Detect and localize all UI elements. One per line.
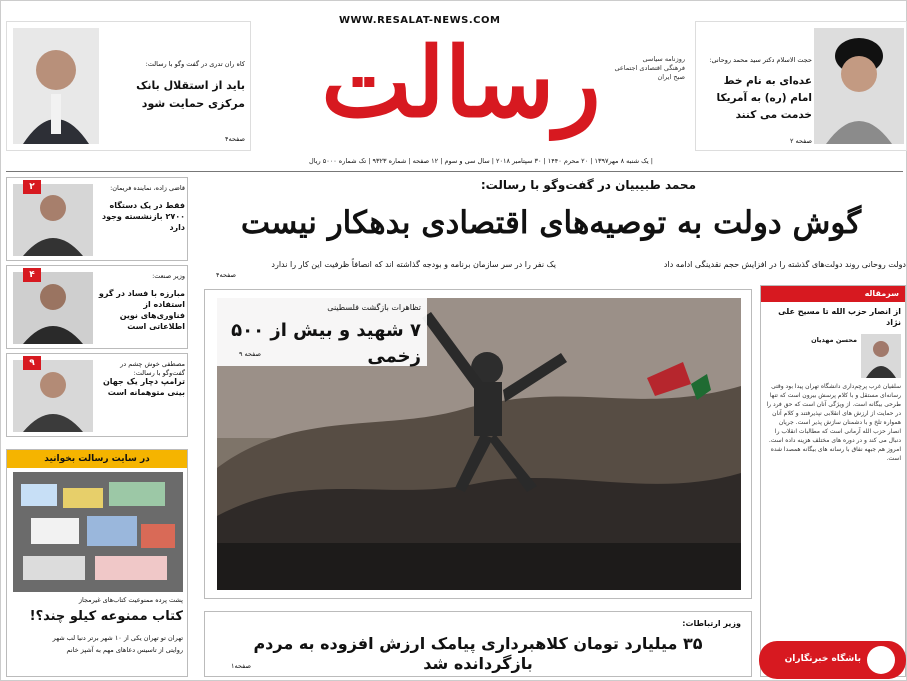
sidebar-headline: مبارزه با فساد در گرو استفاده از فناوری‌های نوین اطلاعاتی است (98, 289, 185, 331)
lead-kicker: محمد طبیبیان در گفت‌وگو با رسالت: (480, 178, 696, 192)
books-photo (13, 472, 183, 592)
editorial-header: سرمقاله (761, 286, 905, 302)
teaser-kicker: کاه ران تدری در گفت وگو با رسالت: (145, 60, 245, 68)
lead-bullet-right: دولت روحانی روند دولت‌های گذشته را در افزایش حجم نقدینگی ادامه داد (663, 260, 906, 269)
bottom-page: صفحه۱ (231, 662, 251, 670)
read-kicker: پشت پرده ممنوعیت کتاب‌های غیرمجاز (78, 596, 183, 604)
bottom-headline: ۳۵ میلیارد تومان کلاهبرداری پیامک ارزش افزوده به مردم بازگردانده شد (253, 634, 703, 673)
news-club-label: باشگاه خبرنگاران (784, 654, 861, 664)
lead-bullet-left: یک نفر را در سر سازمان برنامه و بودجه گذاشته اند که انصافاً ظرفیت این کار را ندارد (271, 260, 556, 269)
top-left-teaser[interactable] (6, 21, 251, 151)
sidebar-photo (13, 184, 93, 256)
site-url[interactable]: WWW.RESALAT-NEWS.COM (339, 15, 501, 26)
sidebar-headline: ترامپ دچار یک جهان بینی متوهمانه است (102, 377, 185, 397)
read-on-site-box[interactable] (6, 449, 188, 677)
page-number-badge: ۹ (23, 356, 41, 370)
tagline-1: روزنامه سیاسی (642, 55, 685, 63)
editorial-author: محسن مهدیان (811, 336, 857, 344)
teaser-page: صفحه ۲ (789, 137, 812, 145)
tagline-3: صبح ایران (657, 73, 685, 81)
photo-page: صفحه ۹ (238, 350, 261, 358)
sidebar-photo (13, 360, 93, 432)
read-on-site-header: در سایت رسالت بخوانید (7, 450, 187, 468)
photo-kicker: تظاهرات بازگشت فلسطینی (327, 303, 421, 312)
lead-story[interactable] (196, 177, 906, 285)
sidebar-kicker: وزیر صنعت: (152, 272, 185, 280)
read-bullet-1: تهران تو تهران یکی از ۱۰ شهر برتر دنیا لب شهر (52, 634, 183, 642)
sidebar-headline: فقط در یک دستگاه ۲۷۰۰ بازنشسته وجود دارد (102, 201, 185, 232)
sidebar-kicker: قاضی زاده، نماینده فریمان: (110, 184, 185, 192)
teaser-kicker: حجت الاسلام دکتر سید محمد روحانی: (709, 56, 812, 64)
editorial-headline: از انصار حزب الله تا مسیح علی نژاد (778, 307, 901, 327)
teaser-headline: عده‌ای به نام خط امام (ره) به آمریکا خدمت می کنند (716, 75, 812, 121)
teaser-photo (814, 28, 904, 144)
books-image-icon (13, 472, 183, 592)
read-bullet-2: روایتی از تاسیس دعاهای مهم به آشپز خانم (66, 646, 183, 654)
lead-headline: گوش دولت به توصیه‌های اقتصادی بدهکار نیست (240, 205, 862, 241)
sidebar-stories (6, 177, 188, 447)
author-photo (861, 334, 901, 378)
read-headline: کتاب ممنوعه کیلو چند؟! (29, 609, 183, 624)
person-silhouette-icon (13, 28, 99, 144)
bottom-kicker: وزیر ارتباطات: (682, 619, 741, 628)
news-club-badge[interactable] (759, 641, 906, 679)
teaser-photo (13, 28, 99, 144)
news-club-icon (867, 646, 895, 674)
header-divider (6, 171, 903, 172)
page-number-badge: ۲ (23, 180, 41, 194)
person-silhouette-icon (13, 272, 93, 344)
photo-story[interactable] (204, 289, 752, 599)
person-silhouette-icon (814, 28, 904, 144)
editorial-column[interactable] (760, 285, 906, 677)
lead-page: صفحه۴ (216, 271, 236, 279)
dateline: | یک شنبه ۸ مهر۱۳۹۷ | ۲۰ محرم ۱۴۴۰ | ۳۰ سپتامبر ۲۰۱۸ | سال سی و سوم | ۱۲ صفحه | شماره ۹۳۲۳ | تک شماره ۵۰۰۰ ریال (309, 157, 653, 165)
sidebar-story[interactable] (6, 265, 188, 349)
teaser-headline: باید از استقلال بانک مرکزی حمایت شود (136, 79, 245, 110)
person-silhouette-icon (861, 334, 901, 378)
sidebar-story[interactable] (6, 177, 188, 261)
newspaper-logo: رسالت (321, 26, 601, 139)
sidebar-story[interactable] (6, 353, 188, 437)
top-right-teaser[interactable] (695, 21, 907, 151)
photo-caption-box (217, 298, 427, 366)
editorial-body: سلفیان غرب پرچم‌داری دانشگاه تهران پیدا بود وقتی رسانه‌ای مستقل و با کلام پرسش بیرون است که تنها طرحی بیگانه است. از ویژگی آنان است که حق فرد را در حمایت از ارزش های انقلابی نپذیرفتند و کلام آنان همواره تلخ و با دشمنان سازش پذیر است. جریان انصار حزب الله آرمانی است که مطالبات انقلاب را دنبال می کند و در دوره های مختلف هزینه داده است. امروز هم جبهه نفاق با رسانه های بیگانه همصدا شده است. (766, 383, 901, 462)
tagline-2: فرهنگی اقتصادی اجتماعی (614, 64, 685, 72)
bottom-story[interactable] (204, 611, 752, 677)
page-number-badge: ۴ (23, 268, 41, 282)
person-silhouette-icon (13, 360, 93, 432)
teaser-page: صفحه۴ (225, 135, 245, 143)
sidebar-photo (13, 272, 93, 344)
sidebar-kicker: مصطفی خوش چشم در گفت‌وگو با رسالت: (120, 360, 185, 377)
photo-headline: ۷ شهید و بیش از ۵۰۰ زخمی (231, 320, 421, 367)
person-silhouette-icon (13, 184, 93, 256)
masthead-tagline (605, 55, 685, 82)
